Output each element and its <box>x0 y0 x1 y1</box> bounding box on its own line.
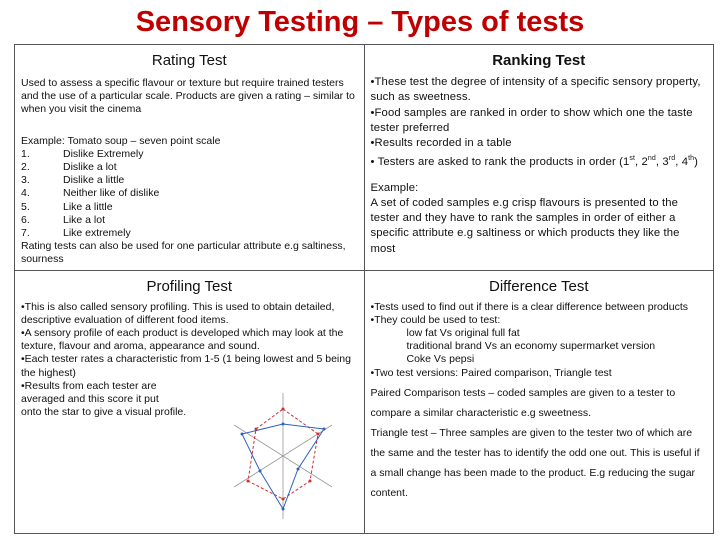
difference-test-item-3: Coke Vs pepsi <box>406 353 475 366</box>
list-item: 6. Like a lot <box>21 213 106 226</box>
profiling-bullet-4b: averaged and this score it put <box>21 393 159 406</box>
page-title: Sensory Testing – Types of tests <box>135 6 585 38</box>
list-item: 5. Like a little <box>21 200 113 213</box>
rating-test-panel <box>15 45 365 271</box>
list-item: 2. Dislike a lot <box>21 161 117 174</box>
rating-example: Example: Tomato soup – seven point scale <box>21 134 221 147</box>
profiling-bullet-1: •This is also called sensory profiling. This is used to obtain detailed, descriptive evaluation of different food items. <box>21 300 335 326</box>
profiling-bullet-3: •Each tester rates a characteristic from 1-5 (1 being lowest and 5 being the highest) <box>21 353 351 379</box>
star-profile-diagram <box>228 389 338 523</box>
tests-grid <box>14 44 714 534</box>
triangle-test-text: Triangle test – Three samples are given to the tester two of which are the same and the tester has to identify the odd one out. This is useful if a small change has been made to the product. E.g reducing the sugar content. <box>370 426 700 499</box>
difference-bullet-2: •They could be used to test: <box>370 313 501 326</box>
difference-test-item-1: low fat Vs original full fat <box>406 327 520 340</box>
profiling-bullet-2: •A sensory profile of each product is developed which may look at the texture, flavour and aroma, appearance and sound. <box>21 327 344 353</box>
rating-intro: Used to assess a specific flavour or texture but require trained testers and the use of a particular scale. Products are given a rating – similar to when you visit the cinema <box>21 77 355 116</box>
rating-scale-list <box>21 148 358 240</box>
ranking-bullet-3: •Results recorded in a table <box>370 137 512 150</box>
profiling-bullet-4c: onto the star to give a visual profile. <box>21 406 187 419</box>
ranking-test-panel <box>364 45 714 271</box>
ranking-bullet-2: •Food samples are ranked in order to show which one the taste tester preferred <box>370 106 693 134</box>
list-item: 1. Dislike Extremely <box>21 147 144 160</box>
ranking-heading: Ranking Test <box>492 52 586 69</box>
list-item: 7. Like extremely <box>21 227 131 240</box>
star-profile-icon <box>228 389 338 523</box>
profiling-heading: Profiling Test <box>146 277 233 295</box>
ranking-example-label: Example: <box>370 181 419 194</box>
difference-bullet-1: •Tests used to find out if there is a clear difference between products <box>370 300 688 313</box>
ranking-bullet-4: • Testers are asked to rank the products in order (1st, 2nd, 3rd, 4th) <box>370 155 699 169</box>
list-item: 3. Dislike a little <box>21 174 125 187</box>
paired-comparison-text: Paired Comparison tests – coded samples are given to a tester to compare a similar characteristic e.g sweetness. <box>370 386 676 419</box>
rating-heading: Rating Test <box>151 52 227 69</box>
difference-heading: Difference Test <box>489 277 589 295</box>
ranking-example-text: A set of coded samples e.g crisp flavours is presented to the tester and they have to rank the samples in order of either a specific attribute e.g saltiness or which products they like the most <box>370 196 680 255</box>
difference-test-item-2: traditional brand Vs an economy supermarket version <box>406 340 656 353</box>
profiling-bullet-4a: •Results from each tester are <box>21 379 157 392</box>
difference-test-panel <box>364 270 714 533</box>
rating-footer: Rating tests can also be used for one particular attribute e.g saltiness, sourness <box>21 240 346 266</box>
list-item: 4. Neither like of dislike <box>21 187 160 200</box>
difference-bullet-3: •Two test versions: Paired comparison, Triangle test <box>370 366 612 379</box>
ranking-bullet-1: •These test the degree of intensity of a specific sensory property, such as sweetness. <box>370 76 701 104</box>
